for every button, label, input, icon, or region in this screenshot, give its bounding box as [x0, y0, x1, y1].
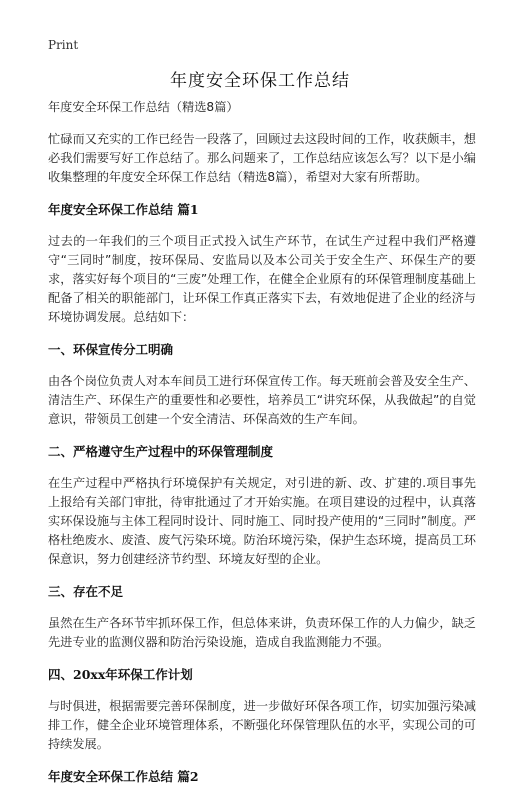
section-heading: 四、20xx年环保工作计划 [48, 667, 193, 682]
intro-paragraph: 忙碌而又充实的工作已经告一段落了，回顾过去这段时间的工作，收获颇丰，想必我们需要写好工作总结了。那么问题来了，工作总结应该怎么写？以下是小编收集整理的年度安全环保工作总结（精选8篇），希望对大家有所帮助。 [48, 132, 476, 184]
subtitle: 年度安全环保工作总结（精选8篇） [48, 100, 239, 114]
section-paragraph: 虽然在生产各环节牢抓环保工作，但总体来讲，负责环保工作的人力偏少，缺乏先进专业的监测仪器和防治污染设施，造成自我监测能力不强。 [48, 616, 476, 649]
section-heading: 一、环保宣传分工明确 [48, 342, 174, 357]
document-body [48, 98, 476, 799]
section-paragraph: 与时俱进，根据需要完善环保制度，进一步做好环保各项工作，切实加强污染减排工作，健全企业环境管理体系，不断强化环保管理队伍的水平，实现公司的可持续发展。 [48, 699, 476, 751]
section-paragraph: 由各个岗位负责人对本车间员工进行环保宣传工作。每天班前会普及安全生产、清洁生产、环保生产的重要性和必要性，培养员工“讲究环保，从我做起”的自觉意识，带领员工创建一个安全清洁、环保高效的生产车间。 [48, 374, 476, 426]
section-heading: 年度安全环保工作总结 篇2 [48, 769, 199, 784]
section-heading: 年度安全环保工作总结 篇1 [48, 202, 199, 217]
section-paragraph: 在生产过程中严格执行环境保护有关规定，对引进的新、改、扩建的.项目事先上报给有关部门审批，待审批通过了才开始实施。在项目建设的过程中，认真落实环保设施与主体工程同时设计、同时施工、同时投产使用的“三同时”制度。严格杜绝废水、废渣、废气污染环境。防治环境污染，保护生态环境，提高员工环保意识，努力创建经济节约型、环境友好型的企业。 [48, 476, 476, 566]
page-title: 年度安全环保工作总结 [170, 71, 350, 91]
section-heading: 二、严格遵守生产过程中的环保管理制度 [48, 444, 274, 459]
print-label: Print [48, 38, 79, 52]
section-heading: 三、存在不足 [48, 584, 124, 599]
section-paragraph: 过去的一年我们的三个项目正式投入试生产环节，在试生产过程中我们严格遵守“三同时”制度，按环保局、安监局以及本公司关于安全生产、环保生产的要求，落实好每个项目的“三废”处理工作，在健全企业原有的环保管理制度基础上配备了相关的职能部门，让环保工作真正落实下去，有效地促进了企业的经济与环境协调发展。总结如下： [48, 234, 476, 324]
